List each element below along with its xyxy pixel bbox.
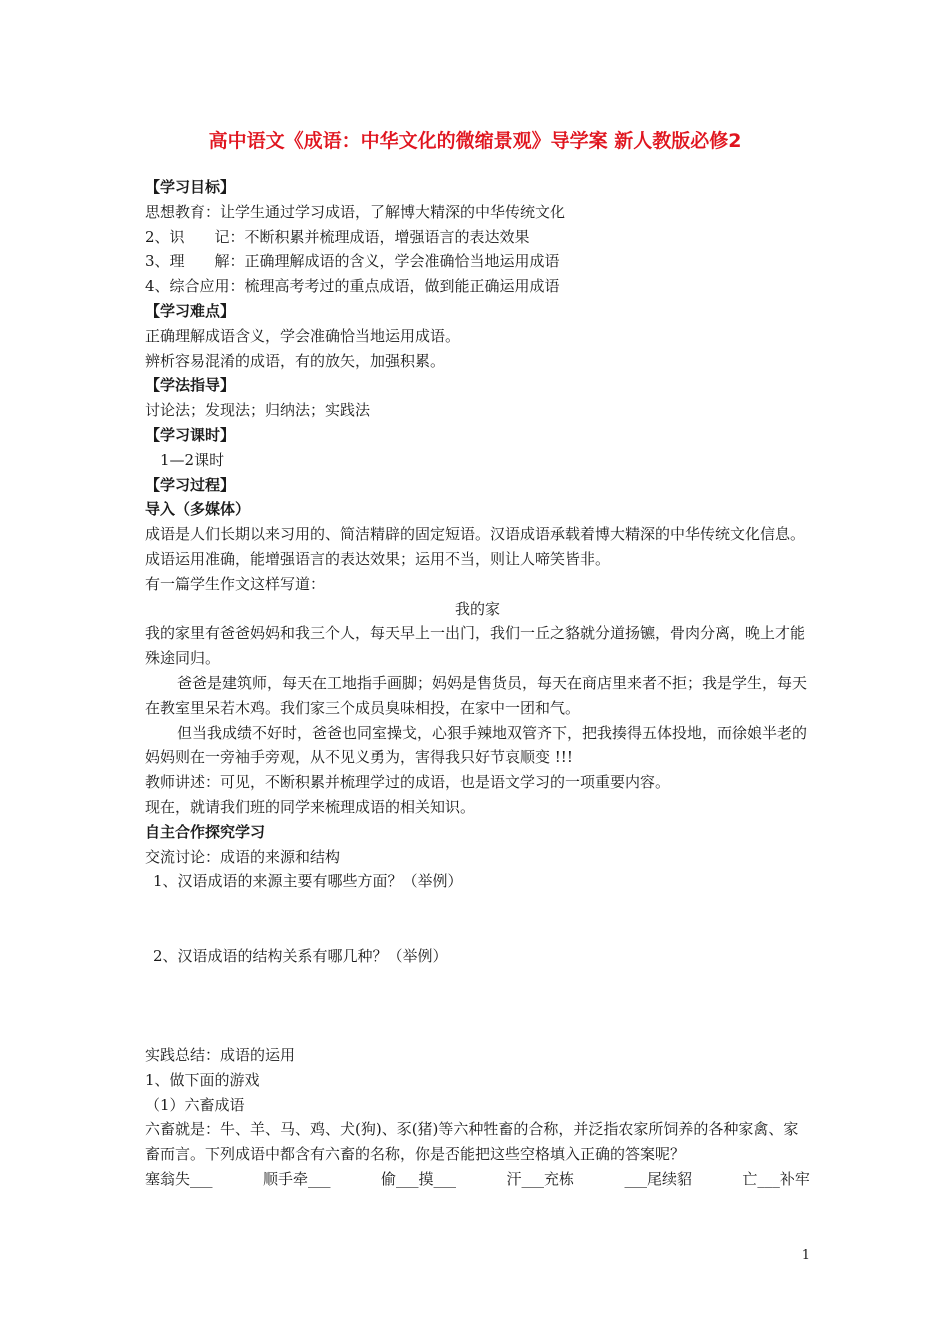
goal-item: 思想教育：让学生通过学习成语，了解博大精深的中华传统文化 (145, 202, 566, 221)
practice-desc: 六畜就是：牛、羊、马、鸡、犬(狗)、豕(猪)等六种牲畜的合称，并泛指农家所饲养的各种家禽、家畜而言。下列成语中都含有六畜的名称，你是否能把这些空格填入正确的答案呢？ (145, 1120, 799, 1164)
answer-space (145, 894, 810, 944)
process-heading: 【学习过程】 (145, 475, 236, 494)
fill-blank-item[interactable]: 顺手牵___ (262, 1169, 331, 1188)
fill-blank-item[interactable]: ___尾续貂 (624, 1169, 692, 1188)
essay-paragraph: 爸爸是建筑师，每天在工地指手画脚；妈妈是售货员，每天在商店里来者不拒；我是学生，每天在教室里呆若木鸡。我们家三个成员臭味相投，在家中一团和气。 (145, 673, 808, 717)
method-heading: 【学法指导】 (145, 376, 236, 395)
fill-blank-item[interactable]: 亡___补牢 (742, 1169, 810, 1188)
essay-title: 我的家 (454, 599, 500, 618)
fill-blank-row (145, 1167, 810, 1192)
intro-heading: 导入（多媒体） (145, 500, 251, 519)
document-title: 高中语文《成语：中华文化的微缩景观》导学案 新人教版必修2 (208, 130, 742, 152)
document-body (145, 175, 810, 1192)
practice-sub-heading: （1）六畜成语 (145, 1095, 245, 1114)
practice-game: 1、做下面的游戏 (145, 1070, 260, 1089)
answer-space (145, 969, 810, 1043)
question-2: 2、汉语成语的结构关系有哪几种？（举例） (153, 947, 448, 966)
page-number: 1 (801, 1248, 810, 1263)
self-study-heading: 自主合作探究学习 (145, 822, 266, 841)
fill-blank-item[interactable]: 偷___摸___ (380, 1169, 456, 1188)
intro-text: 成语是人们长期以来习用的、简洁精辟的固定短语。汉语成语承载着博大精深的中华传统文化信息。成语运用准确，能增强语言的表达效果；运用不当，则让人啼笑皆非。 (145, 525, 806, 568)
teacher-text: 教师讲述：可见，不断积累并梳理学过的成语，也是语文学习的一项重要内容。 (145, 773, 671, 792)
essay-paragraph: 但当我成绩不好时，爸爸也同室操戈，心狠手辣地双管齐下，把我揍得五体投地，而徐娘半老的妈妈则在一旁袖手旁观，从不见义勇为，害得我只好节哀顺变 !!! (145, 723, 808, 767)
hours-text: 1—2课时 (160, 450, 225, 469)
goal-item: 2、识 记：不断积累并梳理成语，增强语言的表达效果 (145, 227, 530, 246)
discuss-text: 交流讨论：成语的来源和结构 (145, 847, 341, 866)
method-text: 讨论法；发现法；归纳法；实践法 (145, 401, 371, 420)
goal-item: 4、综合应用：梳理高考考过的重点成语，做到能正确运用成语 (145, 277, 560, 296)
difficulty-item: 辨析容易混淆的成语，有的放矢，加强积累。 (145, 351, 446, 370)
practice-summary: 实践总结：成语的运用 (145, 1045, 296, 1064)
difficulty-heading: 【学习难点】 (145, 301, 236, 320)
goal-item: 3、理 解：正确理解成语的含义，学会准确恰当地运用成语 (145, 252, 560, 271)
essay-paragraph: 我的家里有爸爸妈妈和我三个人，每天早上一出门，我们一丘之貉就分道扬镳，骨肉分离，晚上才能殊途同归。 (145, 624, 806, 668)
goals-heading: 【学习目标】 (145, 178, 236, 196)
difficulty-item: 正确理解成语含义，学会准确恰当地运用成语。 (145, 326, 461, 345)
fill-blank-item[interactable]: 汗___充栋 (506, 1169, 574, 1188)
question-1: 1、汉语成语的来源主要有哪些方面？（举例） (153, 872, 463, 891)
fill-blank-item[interactable]: 塞翁失___ (145, 1169, 213, 1188)
essay-lead: 有一篇学生作文这样写道： (145, 574, 326, 593)
hours-heading: 【学习课时】 (145, 425, 236, 444)
now-text: 现在，就请我们班的同学来梳理成语的相关知识。 (145, 797, 476, 816)
